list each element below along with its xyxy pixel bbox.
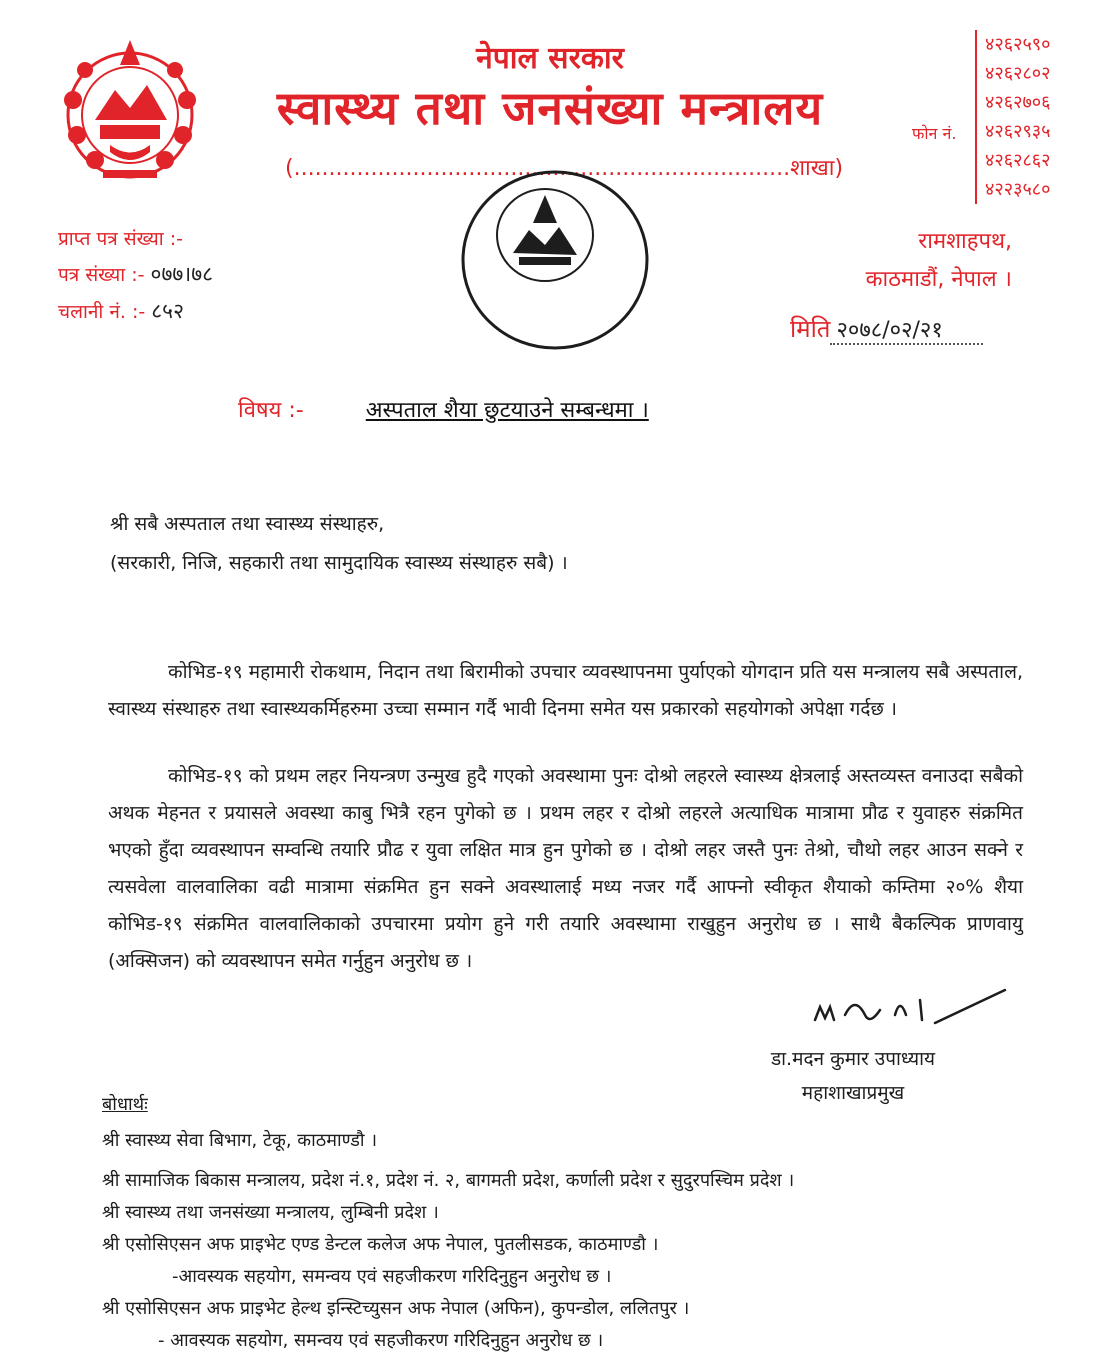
- subject-text: अस्पताल शैया छुटयाउने सम्बन्धमा ।: [365, 398, 649, 423]
- government-title: नेपाल सरकार: [476, 41, 624, 76]
- date-label: मिति: [790, 315, 831, 343]
- phone-number: ४२६२७०६: [985, 92, 1051, 113]
- body-paragraph-1: कोभिड-१९ महामारी रोकथाम, निदान तथा बिरामीको उपचार व्यवस्थापनमा पुर्याएको योगदान प्रति यस मन्त्रालय सबै अस्पताल, स्वास्थ्य संस्थाहरु तथा स्वास्थ्यकर्मिहरुमा उच्चा सम्मान गर्दै भावी दिनमा समेत यस प्रकारको सहयोगको अपेक्षा गर्दछ ।: [108, 661, 1023, 720]
- signatory-title: महाशाखाप्रमुख: [801, 1082, 905, 1104]
- phone-number: ४२२३५८०: [985, 179, 1051, 200]
- phone-number: ४२६२५९०: [985, 34, 1051, 55]
- date-field: [790, 312, 983, 345]
- dispatch-value: ८५२: [151, 299, 185, 323]
- received-label: प्राप्त पत्र संख्या :-: [58, 228, 183, 250]
- phone-numbers: [975, 30, 1051, 204]
- signatory-block: [728, 1042, 978, 1110]
- branch-line: (.......................................................................शाखा): [285, 156, 844, 181]
- cc-line: श्री स्वास्थ्य तथा जनसंख्या मन्त्रालय, लुम्बिनी प्रदेश ।: [102, 1202, 439, 1223]
- ministry-stamp: [455, 165, 655, 355]
- signatory-name: डा.मदन कुमार उपाध्याय: [770, 1048, 936, 1070]
- cc-title: बोधार्थः: [102, 1094, 148, 1115]
- body-paragraph-2: कोभिड-१९ को प्रथम लहर नियन्त्रण उन्मुख हुदै गएको अवस्थामा पुनः दोश्रो लहरले स्वास्थ्य क्षेत्रलाई अस्तव्यस्त वनाउदा सबैको अथक मेहनत र प्रयासले अवस्था काबु भित्रै रहन पुगेको छ । प्रथम लहर र दोश्रो लहरले अत्याधिक मात्रामा प्रौढ र युवाहरु संक्रमित भएको हुँदा व्यवस्थापन सम्वन्धि तयारि प्रौढ र युवा लक्षित मात्र हुन पुगेको छ । दोश्रो लहर जस्तै पुनः तेश्रो, चौथो लहर आउन सक्ने र त्यसवेला वालवालिका वढी मात्रामा संक्रमित हुन सक्ने अवस्थालाई मध्य नजर गर्दै आफ्नो स्वीकृत शैयाको कम्तिमा २०% शैया कोभिड-१९ संक्रमित वालवालिकाको उपचारमा प्रयोग हुने गरी तयारि अवस्थामा राखुहुन अनुरोध छ । साथै बैकल्पिक प्राणवायु (अक्सिजन) को व्यवस्थापन समेत गर्नुहुन अनुरोध छ ।: [108, 765, 1023, 972]
- dispatch-label: चलानी नं. :-: [58, 301, 146, 323]
- phone-number: ४२६२८६२: [985, 150, 1051, 171]
- addressee-line-1: श्री सबै अस्पताल तथा स्वास्थ्य संस्थाहरु,: [110, 513, 385, 535]
- cc-note: - आवस्यक सहयोग, समन्वय एवं सहजीकरण गरिदिनुहुन अनुरोध छ ।: [158, 1330, 604, 1351]
- cc-line: श्री एसोसिएसन अफ प्राइभेट हेल्थ इन्स्टिच्युसन अफ नेपाल (अफिन), कुपन्डोल, ललितपुर ।: [102, 1298, 690, 1319]
- letter-no-value: ०७७।७८: [150, 262, 214, 286]
- received-letter-no: [58, 225, 183, 251]
- address-line-2: काठमाडौं, नेपाल ।: [865, 267, 1012, 292]
- cc-line: श्री स्वास्थ्य सेवा बिभाग, टेकू, काठमाण्डौ ।: [102, 1130, 378, 1151]
- address-line-1: रामशाहपथ,: [918, 229, 1012, 254]
- dispatch-number: [58, 297, 184, 325]
- letter-number: [58, 260, 213, 288]
- letter-no-label: पत्र संख्या :-: [58, 264, 145, 286]
- phone-number: ४२६२८०२: [985, 63, 1051, 84]
- date-value: २०७८/०२/२१: [830, 318, 982, 345]
- ministry-title: स्वास्थ्य तथा जनसंख्या मन्त्रालय: [276, 81, 824, 135]
- handwritten-signature: [810, 985, 1010, 1030]
- cc-line: श्री एसोसिएसन अफ प्राइभेट एण्ड डेन्टल कलेज अफ नेपाल, पुतलीसडक, काठमाण्डौ ।: [102, 1234, 659, 1255]
- subject-label: विषय :-: [238, 398, 304, 423]
- phone-number: ४२६२९३५: [985, 121, 1051, 142]
- phone-label: फोन नं.: [912, 124, 957, 143]
- cc-line: श्री सामाजिक बिकास मन्त्रालय, प्रदेश नं.१, प्रदेश नं. २, बागमती प्रदेश, कर्णाली प्रदेश र सुदुरपस्चिम प्रदेश ।: [102, 1170, 795, 1191]
- cc-note: -आवस्यक सहयोग, समन्वय एवं सहजीकरण गरिदिनुहुन अनुरोध छ ।: [172, 1266, 612, 1287]
- subject-line: [238, 394, 649, 424]
- addressee-line-2: (सरकारी, निजि, सहकारी तथा सामुदायिक स्वास्थ्य संस्थाहरु सबै) ।: [110, 552, 568, 574]
